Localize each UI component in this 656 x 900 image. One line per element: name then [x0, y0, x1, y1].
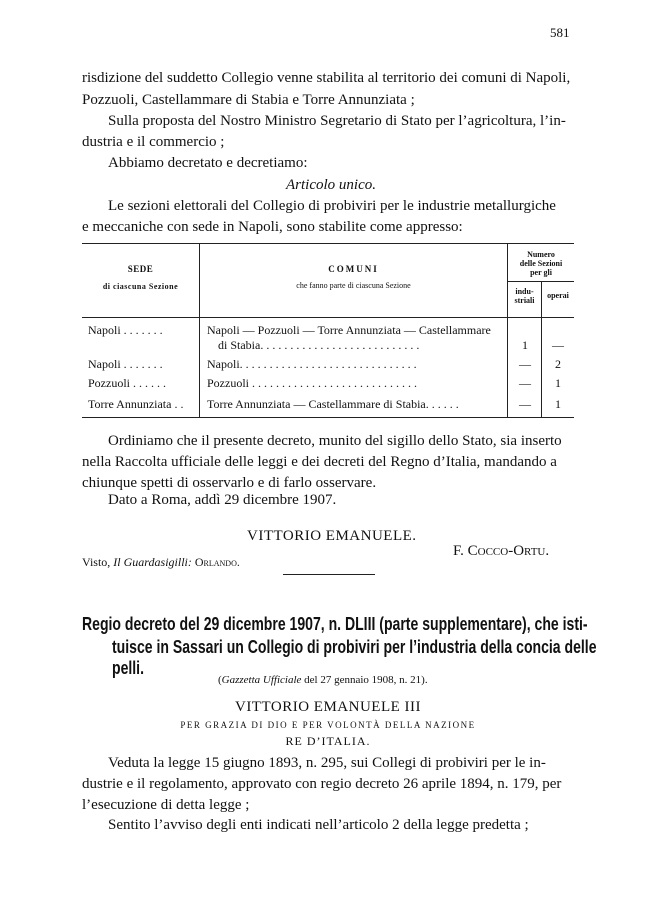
header-comuni: COMUNI: [328, 264, 379, 274]
header-industriali: striali: [514, 296, 535, 305]
cell-industriali: 1: [522, 338, 528, 352]
text-line: Sulla proposta del Nostro Ministro Segretario di Stato per l’agricoltura, l’in-: [108, 113, 566, 129]
date-line: Dato a Roma, addì 29 dicembre 1907.: [108, 492, 337, 508]
gazzetta-rest: del 27 gennaio 1908, n. 21).: [304, 674, 428, 686]
cell-operai: 2: [555, 357, 561, 371]
text-line: chiunque spetti di osservarlo e di farlo osservare.: [82, 475, 377, 491]
cell-comuni: di Stabia. . . . . . . . . . . . . . . . . . . . . . . . . . .: [218, 338, 420, 352]
text-line: nella Raccolta ufficiale delle leggi e dei decreti del Regno d’Italia, mandando a: [82, 454, 557, 470]
header-operai: operai: [547, 291, 569, 300]
cell-comuni: Torre Annunziata — Castellammare di Stabia. . . . . .: [207, 397, 459, 411]
header-industriali: indu-: [515, 287, 534, 296]
text-line: Abbiamo decretato e decretiamo:: [108, 155, 308, 171]
table-rule-header: [82, 317, 574, 318]
text-line: Veduta la legge 15 giugno 1893, n. 295, sui Collegi di probiviri per le in-: [108, 755, 546, 771]
header-sede-sub: di ciascuna Sezione: [102, 282, 179, 291]
decree-heading: tuisce in Sassari un Collegio di probiviri per l’industria della concia delle: [112, 637, 597, 657]
cell-sede: Napoli . . . . . . .: [88, 323, 163, 337]
table-subheader-rule: [507, 281, 574, 282]
signature-minister: F. Cocco-Ortu.: [453, 543, 550, 559]
cell-sede: Pozzuoli . . . . . .: [88, 376, 166, 390]
text-line: dustria e il commercio ;: [82, 134, 225, 150]
cell-operai: 1: [555, 376, 561, 390]
re-italia: RE D’ITALIA.: [285, 734, 371, 748]
header-numero: delle Sezioni: [519, 259, 563, 268]
text-line: risdizione del suddetto Collegio venne stabilita al territorio dei comuni di Napoli,: [82, 70, 571, 86]
section-divider: [283, 574, 375, 575]
cell-comuni: Napoli — Pozzuoli — Torre Annunziata — Castellammare: [207, 323, 491, 337]
text-line: e meccaniche con sede in Napoli, sono stabilite come appresso:: [82, 219, 463, 235]
grace-line: PER GRAZIA DI DIO E PER VOLONTÀ DELLA NAZIONE: [180, 720, 476, 730]
decree-heading: pelli.: [112, 658, 144, 678]
text-line: l’esecuzione di detta legge ;: [82, 797, 250, 813]
decree-heading: Regio decreto del 29 dicembre 1907, n. DLIII (parte supplementare), che isti-: [82, 614, 588, 634]
header-numero: per gli: [530, 268, 552, 277]
table-rule-bottom: [82, 417, 574, 418]
cell-sede: Torre Annunziata . .: [88, 397, 184, 411]
text-line: Le sezioni elettorali del Collegio di probiviri per le industrie metallurgiche: [108, 198, 556, 214]
cell-industriali: —: [519, 397, 531, 411]
gazzetta-ref: [218, 673, 428, 687]
header-comuni-sub: che fanno parte di ciascuna Sezione: [296, 281, 411, 290]
text-line: Pozzuoli, Castellammare di Stabia e Torre Annunziata ;: [82, 92, 415, 108]
article-title: Articolo unico.: [286, 177, 376, 193]
gazzetta-paren: (: [218, 674, 222, 686]
gazzetta-title: Gazzetta Ufficiale: [221, 674, 302, 686]
visto-line: [82, 554, 240, 570]
cell-industriali: —: [519, 376, 531, 390]
cell-operai: —: [552, 338, 564, 352]
cell-comuni: Napoli. . . . . . . . . . . . . . . . . . . . . . . . . . . . . .: [207, 357, 417, 371]
cell-operai: 1: [555, 397, 561, 411]
visto-role: Il Guardasigilli:: [113, 555, 192, 569]
page-number: 581: [550, 25, 570, 40]
cell-comuni: Pozzuoli . . . . . . . . . . . . . . . . . . . . . . . . . . . .: [207, 376, 417, 390]
king-title: VITTORIO EMANUELE III: [234, 699, 422, 715]
header-numero: Numero: [527, 250, 555, 259]
text-line: Ordiniamo che il presente decreto, munito del sigillo dello Stato, sia inserto: [108, 433, 562, 449]
text-line: Sentito l’avviso degli enti indicati nell’articolo 2 della legge predetta ;: [108, 817, 529, 833]
header-sede: SEDE: [127, 264, 154, 274]
table-rule-top: [82, 243, 574, 244]
visto-label: Visto,: [82, 555, 111, 569]
signature-king: VITTORIO EMANUELE.: [247, 528, 417, 544]
visto-name: Orlando.: [194, 555, 240, 569]
text-line: dustrie e il regolamento, approvato con regio decreto 26 aprile 1894, n. 179, per: [82, 776, 562, 792]
cell-industriali: —: [519, 357, 531, 371]
cell-sede: Napoli . . . . . . .: [88, 357, 163, 371]
